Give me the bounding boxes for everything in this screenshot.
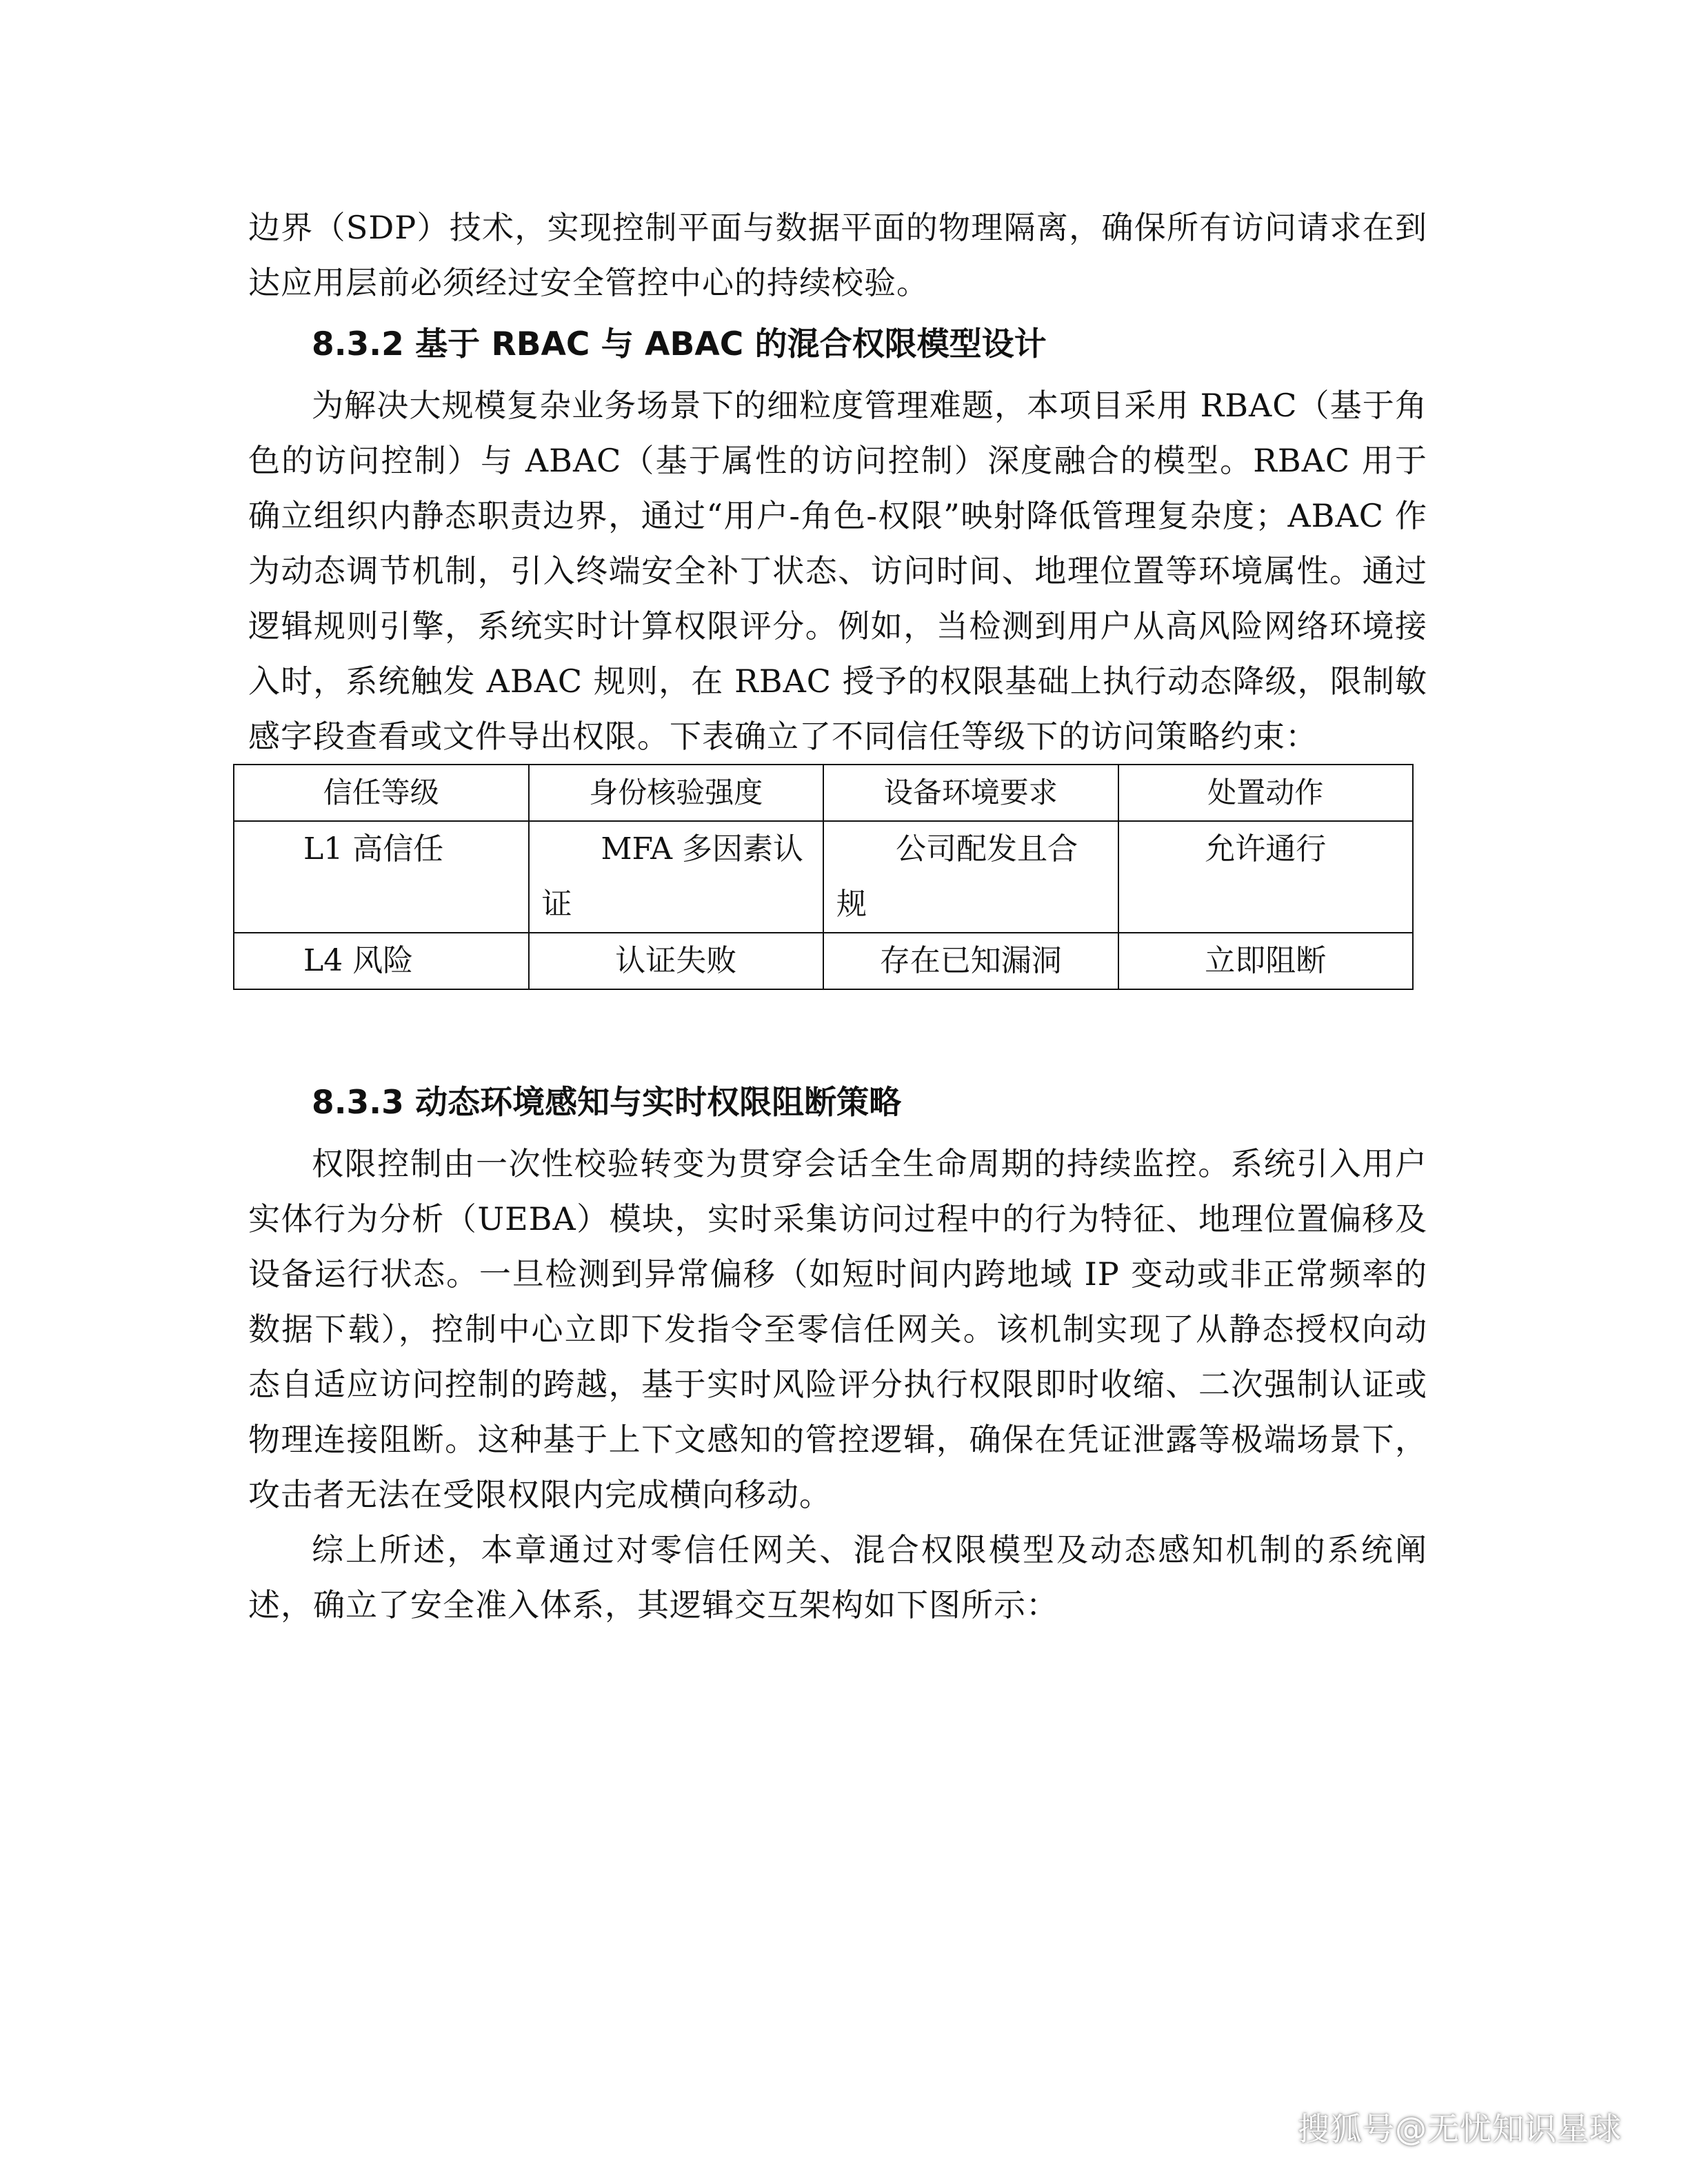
table-header-row bbox=[234, 765, 1413, 821]
table-header-cell: 处置动作 bbox=[1118, 765, 1414, 821]
paragraph-summary: 综上所述，本章通过对零信任网关、混合权限模型及动态感知机制的系统阐述，确立了安全准入体系，其逻辑交互架构如下图所示： bbox=[248, 1531, 1427, 1624]
paragraph-dynamic-control: 权限控制由一次性校验转变为贯穿会话全生命周期的持续监控。系统引入用户实体行为分析（UEBA）模块，实时采集访问过程中的行为特征、地理位置偏移及设备运行状态。一旦检测到异常偏移（如短时间内跨地域 IP 变动或非正常频率的数据下载），控制中心立即下发指令至零信任网关。该机制实现了从静态授权向动态自适应访问控制的跨越，基于实时风险评分执行权限即时收缩、二次强制认证或物理连接阻断。这种基于上下文感知的管控逻辑，确保在凭证泄露等极端场景下，攻击者无法在受限权限内完成横向移动。 bbox=[248, 1145, 1427, 1513]
section-heading-8-3-2: 8.3.2 基于 RBAC 与 ABAC 的混合权限模型设计 bbox=[312, 325, 1047, 363]
table-cell: 公司配发且合规 bbox=[823, 821, 1118, 933]
table-cell: 认证失败 bbox=[529, 933, 824, 989]
paragraph-rbac-abac: 为解决大规模复杂业务场景下的细粒度管理难题，本项目采用 RBAC（基于角色的访问控制）与 ABAC（基于属性的访问控制）深度融合的模型。RBAC 用于确立组织内静态职责边界，通过“用户-角色-权限”映射降低管理复杂度；ABAC 作为动态调节机制，引入终端安全补丁状态、访问时间、地理位置等环境属性。通过逻辑规则引擎，系统实时计算权限评分。例如，当检测到用户从高风险网络环境接入时，系统触发 ABAC 规则，在 RBAC 授予的权限基础上执行动态降级，限制敏感字段查看或文件导出权限。下表确立了不同信任等级下的访问策略约束： bbox=[248, 387, 1427, 755]
table-header-cell: 设备环境要求 bbox=[823, 765, 1118, 821]
table-cell: L1 高信任 bbox=[234, 821, 529, 933]
table-cell: 允许通行 bbox=[1118, 821, 1414, 933]
watermark: 搜狐号@无忧知识星球 bbox=[1298, 2110, 1622, 2147]
table-row bbox=[234, 821, 1413, 933]
table-cell: 立即阻断 bbox=[1118, 933, 1414, 989]
table-header-cell: 信任等级 bbox=[234, 765, 529, 821]
table-cell: L4 风险 bbox=[234, 933, 529, 989]
trust-level-policy-table bbox=[233, 764, 1414, 990]
table-header-cell: 身份核验强度 bbox=[529, 765, 824, 821]
paragraph-intro-continuation: 边界（SDP）技术，实现控制平面与数据平面的物理隔离，确保所有访问请求在到达应用层前必须经过安全管控中心的持续校验。 bbox=[248, 209, 1427, 301]
table-cell: 存在已知漏洞 bbox=[823, 933, 1118, 989]
section-heading-8-3-3: 8.3.3 动态环境感知与实时权限阻断策略 bbox=[312, 1084, 902, 1122]
table-cell: MFA 多因素认证 bbox=[529, 821, 824, 933]
document-page bbox=[248, 200, 1427, 1632]
table-row bbox=[234, 933, 1413, 989]
